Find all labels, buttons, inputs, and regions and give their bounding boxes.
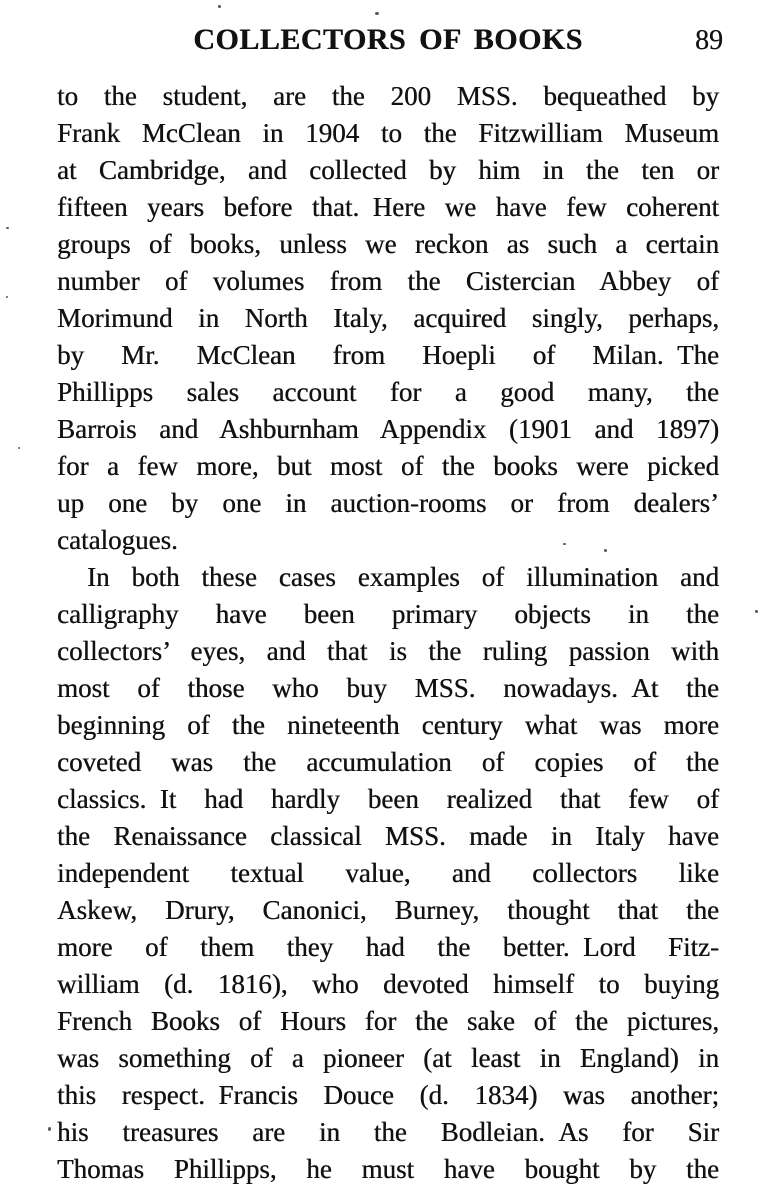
- text-line: more of them they had the better. Lord Fitz-: [57, 932, 719, 962]
- text-line: classics. It had hardly been realized that few of: [57, 784, 719, 814]
- scan-speck: [563, 543, 566, 545]
- running-header: [57, 23, 723, 56]
- text-line: beginning of the nineteenth century what was more: [57, 710, 719, 740]
- text-line: Phillipps sales account for a good many, the: [57, 377, 719, 407]
- text-line: French Books of Hours for the sake of the pictures,: [57, 1006, 719, 1036]
- text-line: coveted was the accumulation of copies of the: [57, 747, 719, 777]
- text-line: calligraphy have been primary objects in the: [57, 599, 719, 629]
- page-number: 89: [695, 25, 723, 56]
- text-line: was something of a pioneer (at least in England) in: [57, 1043, 719, 1073]
- text-line: to the student, are the 200 MSS. bequeathed by: [57, 81, 719, 111]
- text-line: this respect. Francis Douce (d. 1834) was another;: [57, 1080, 719, 1110]
- text-line-paragraph-end: catalogues.: [57, 525, 178, 555]
- scan-speck: [6, 296, 8, 298]
- scan-speck: [18, 447, 20, 449]
- text-block: [57, 23, 723, 1188]
- text-line: the Renaissance classical MSS. made in Italy have: [57, 821, 719, 851]
- text-line-paragraph-start: In both these cases examples of illumination and: [87, 562, 719, 592]
- text-line: fifteen years before that. Here we have few coherent: [57, 192, 719, 222]
- text-line: collectors’ eyes, and that is the ruling passion with: [57, 636, 719, 666]
- text-line: Askew, Drury, Canonici, Burney, thought that the: [57, 895, 719, 925]
- text-line: william (d. 1816), who devoted himself to buying: [57, 969, 719, 999]
- scan-speck: [218, 5, 221, 8]
- text-line: at Cambridge, and collected by him in the ten or: [57, 155, 719, 185]
- scan-speck: [375, 12, 379, 15]
- text-line: by Mr. McClean from Hoepli of Milan. The: [57, 340, 719, 370]
- scan-speck: [604, 549, 607, 552]
- text-line: Frank McClean in 1904 to the Fitzwilliam Museum: [57, 118, 719, 148]
- text-line: independent textual value, and collectors like: [57, 858, 719, 888]
- body-text: [57, 78, 719, 1188]
- text-line: groups of books, unless we reckon as such a certain: [57, 229, 719, 259]
- running-header-title: COLLECTORS OF BOOKS: [193, 23, 583, 56]
- scan-speck: [755, 610, 758, 613]
- text-line: Morimund in North Italy, acquired singly, perhaps,: [57, 303, 719, 333]
- scan-speck: [48, 1127, 51, 1131]
- text-line: for a few more, but most of the books were picked: [57, 451, 719, 481]
- text-line: his treasures are in the Bodleian. As for Sir: [57, 1117, 719, 1147]
- text-line: Barrois and Ashburnham Appendix (1901 and 1897): [57, 414, 719, 444]
- text-line: Thomas Phillipps, he must have bought by the: [57, 1154, 719, 1184]
- text-line: number of volumes from the Cistercian Abbey of: [57, 266, 719, 296]
- scan-speck: [6, 227, 9, 229]
- text-line: most of those who buy MSS. nowadays. At the: [57, 673, 719, 703]
- text-line: up one by one in auction-rooms or from dealers’: [57, 488, 719, 518]
